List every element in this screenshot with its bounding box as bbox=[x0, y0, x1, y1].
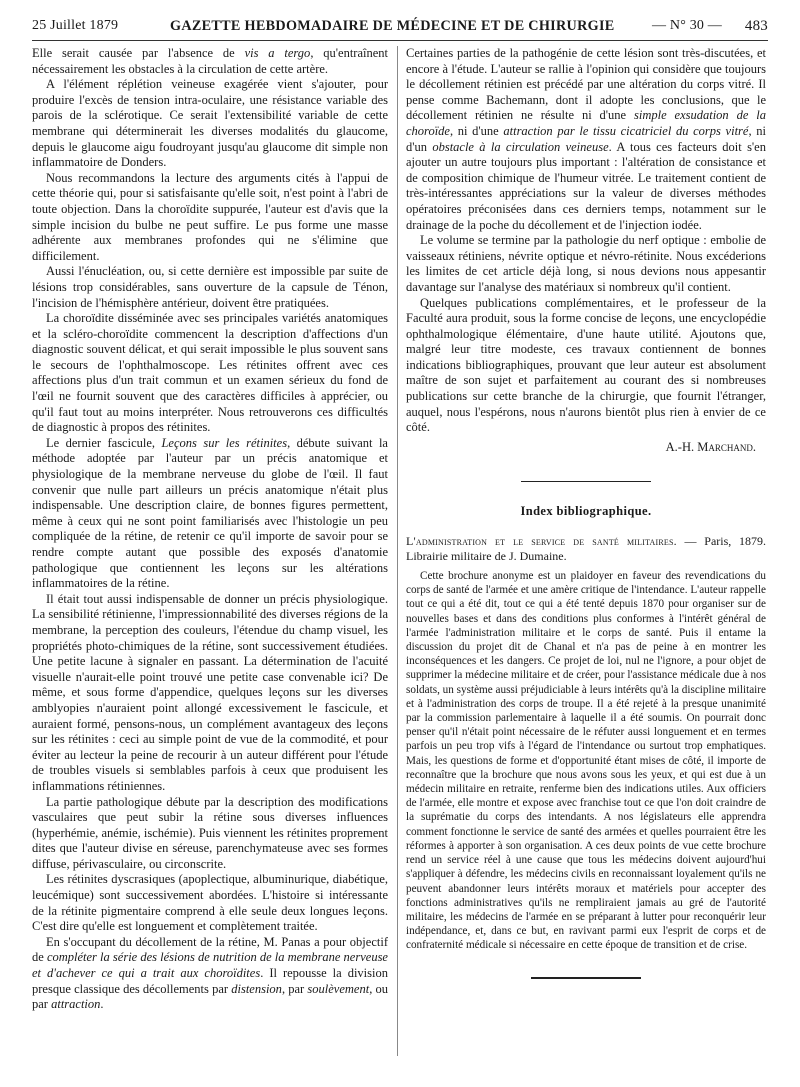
right-column bbox=[406, 46, 766, 1076]
paragraph: En s'occupant du décollement de la rétine, M. Panas a pour objectif de compléter la série des lésions de nutrition de la membrane nerveuse et d'achever ce qui a trait aux choroïdites. Il repousse la division presque classique des décollements par distension, par soulèvement, ou par attraction. bbox=[32, 934, 388, 1012]
paragraph: Quelques publications complémentaires, et le professeur de la Faculté aura produit, sous la forme concise de leçons, une encyclopédie ophthalmologique élémentaire, d'une haute utilité. Ajoutons que, malgré leur titre modeste, ces travaux contiennent de bonnes indications bibliographiques, prouvant que leur auteur est absolument maître de son sujet et parfaitement au courant des si nombreuses publications sur cette branche de la chirurgie, que fournit l'étranger, auquel, nous l'espérons, nous n'aurons bientôt plus rien à envier de ce côté. bbox=[406, 295, 766, 435]
paragraph: Nous recommandons la lecture des arguments cités à l'appui de cette théorie qui, pour si satisfaisante qu'elle soit, n'est point à l'abri de toute objection. Dans la choroïdite suppurée, l'auteur est d'avis que la simple incision du bulbe ne peut suffire. Le pus forme une masse adhérente aux membranes profondes qui ne s'élimine que difficilement. bbox=[32, 170, 388, 263]
section-title: Index bibliographique. bbox=[520, 504, 652, 519]
author-signature: A.-H. Marchand. bbox=[665, 439, 756, 454]
paragraph: Aussi l'énucléation, ou, si cette dernière est impossible par suite de lésions trop considérables, sans ouverture de la capsule de Ténon, l'incision de l'hémisphère antérieur, doivent être pratiquées. bbox=[32, 264, 388, 310]
paragraph: La partie pathologique débute par la description des modifications vasculaires que peut subir la rétine sous diverses influences (hyperhémie, anémie, ischémie). Puis viennent les rétinites proprement dites que l'auteur divise en séreuse, parenchymateuse avec ses formes diffuse, périvasculaire, ou circonscrite. bbox=[32, 794, 388, 871]
paragraph: Les rétinites dyscrasiques (apoplectique, albuminurique, diabétique, leucémique) sont successivement abordées. L'histoire si intéressante de la rétinite pigmentaire comprend à elle seule deux longues leçons. C'est dire qu'elle est longuement et complètement traitée. bbox=[32, 872, 388, 934]
issue-date: 25 Juillet 1879 bbox=[32, 18, 119, 33]
paragraph: La choroïdite disséminée avec ses principales variétés anatomiques et la scléro-choroïdite commencent la description d'affections d'un diagnostic souvent délicat, et qui serait impossible le plus souvent sans le secours de l'ophthalmoscope. Les rétinites offrent avec ces affections plus d'un trait commun et un examen sérieux du fond de l'œil ne fournit souvent que des caractères difficiles à apprécier, ou qu'il faut tout au moins interpréter. Nous retrouverons ces difficultés de diagnostic à propos des rétinites. bbox=[32, 311, 388, 435]
paragraph: Cette brochure anonyme est un plaidoyer en faveur des revendications du corps de santé de l'armée et une amère critique de l'intendance. L'auteur rappelle tout ce qui a été dit, tout ce qui a été tenté depuis 1870 pour organiser sur de nouvelles bases et dans des conditions plus conformes à l'intérêt général de l'armée l'administration militaire et le corps de santé. Puis il entame la discussion du projet dit de Chanal et n'a pas de peine à en montrer les inconséquences et les dangers. Ce projet de loi, nul ne l'ignore, a pour objet de supprimer la médecine militaire et de créer, pour l'assistance médicale due à nos soldats, un système aussi préjudiciable à leurs intérêts qu'à la discipline militaire et à l'administration des corps de troupe. Il a été rejeté à la presque unanimité par la commission parlementaire à laquelle il a été soumis. On pourrait donc penser qu'il n'était point nécessaire de le réfuter aussi longuement et en termes parfois un peu trop vifs à l'égard de l'intendance ou surtout trop emphatiques. Mais, les questions de forme et d'opportunité étant mises de côté, il importe de reconnaître que la brochure que nous avons sous les yeux, et qui est due à un médecin militaire en retraite, renferme bien des indications utiles. Aux officiers de l'armée, elle montre et expose avec franchise tout ce que l'on doit craindre de la suprématie du corps des intendants. A nos législateurs elle apprendra comment fonctionne le service de santé des armées et quelles pourraient être les réformes à apporter à son organisation. A ces deux points de vue cette brochure rend un service réel à une cause que tous les médecins doivent aujourd'hui s'appliquer à défendre, les médecins civils en reconnaissant loyalement qu'ils ne peuvent abandonner leurs intérêts moraux et matériels pour accepter des fonctions administratives qu'ils ne rempliraient jamais au gré de l'autorité militaire, les médecins de l'armée en se préparant à lutter pour reconquérir leur indépendance, et, dans ce but, en ravivant parmi eux l'esprit de corps et de confraternité médicale si nécessaire en cette époque de transition et de crise. bbox=[406, 570, 766, 952]
bibliography-entry: L'administration et le service de santé militaires. — Paris, 1879. Librairie militaire de J. Dumaine. bbox=[406, 534, 766, 563]
paragraph: Certaines parties de la pathogénie de cette lésion sont très-discutées, et encore à l'étude. L'auteur se rallie à l'opinion qui considère que toujours le décollement rétinien est précédé par une altération du corps vitré. Il pense comme Bachemann, dont il adopte les conclusions, que le décollement rétinien ne résulte ni d'une simple exsudation de la choroïde, ni d'une attraction par le tissu cicatriciel du corps vitré, ni d'un obstacle à la circulation veineuse. A tous ces facteurs doit s'en ajouter un autre toujours plus important : l'altération de consistance et de composition chimique de l'humeur vitrée. Le traitement contient de très-intéressantes appréciations sur la valeur de diverses méthodes opératoires préconisées dans ces derniers temps, notamment sur le drainage de la poche du décollement et de l'injection iodée. bbox=[406, 46, 766, 232]
paragraph: Le dernier fascicule, Leçons sur les rétinites, débute suivant la méthode adoptée par l'auteur par un précis anatomique et physiologique de la membrane nerveuse du globe de l'œil. Il faut convenir que nulle part ailleurs un précis anatomique n'était plus indispensable. Une description claire, de bonnes figures permettent, même à ceux qui ne sont point familiarisés avec l'histologie un peu compliquée de la rétine, de retenir ce qu'il importe de savoir pour se rendre compte autant que possible des exposés d'anatomie pathologique que contiennent les leçons sur les altérations inflammatoires de la rétine. bbox=[32, 435, 388, 591]
review-body bbox=[406, 569, 766, 952]
paragraph: Elle serait causée par l'absence de vis a tergo, qu'entraînent nécessairement les obstacles à la circulation de cette artère. bbox=[32, 46, 388, 76]
section-separator bbox=[521, 481, 651, 482]
paragraph: Le volume se termine par la pathologie du nerf optique : embolie de vaisseaux rétiniens, névrite optique et névro-rétinite. Nous excéderions les limites de cet article déjà long, si nous devions nous appesantir davantage sur l'analyse des matériaux si nombreux qu'il contient. bbox=[406, 233, 766, 294]
page-number: 483 bbox=[744, 18, 768, 34]
journal-title: GAZETTE HEBDOMADAIRE DE MÉDECINE ET DE CHIRURGIE bbox=[170, 18, 615, 34]
paragraph: A l'élément réplétion veineuse exagérée vient s'ajouter, pour produire l'excès de tension intra-oculaire, une résistance variable des parois de la sclérotique. Ce serait l'extensibilité variable de cette membrane qui déterminerait les diverses modalités du glaucome, depuis le glaucome aigu foudroyant jusqu'au glaucome dit simple non inflammatoire de Donders. bbox=[32, 77, 388, 170]
page-header bbox=[32, 14, 768, 40]
issue-number: — N° 30 — bbox=[652, 18, 723, 33]
column-divider bbox=[397, 46, 398, 1056]
paragraph: Il était tout aussi indispensable de donner un précis physiologique. La sensibilité rétinienne, l'impressionnabilité des diverses régions de la membrane, la perception des couleurs, l'étendue du champ visuel, les propriétés photo-chimiques de la rétine, sont successivement étudiées. Une petite lacune à signaler en passant. La détermination de l'acuité visuelle n'aurait-elle point trouvé une petite case convenable ici? De même, et sous forme d'appendice, quelques leçons sur les diverses amblyopies n'auraient point allongé excessivement le fascicule, et auraient formé, pensons-nous, un complément avantageux des leçons sur les rétinites : ceci au simple point de vue de la commodité, et pour éviter au lecteur la peine de recourir à un auteur différent pour l'étude de troubles visuels si semblables parfois à ceux que produisent les inflammations rétiniennes. bbox=[32, 591, 388, 793]
header-rule bbox=[32, 40, 768, 41]
end-separator bbox=[531, 977, 641, 979]
left-column bbox=[32, 46, 388, 1076]
